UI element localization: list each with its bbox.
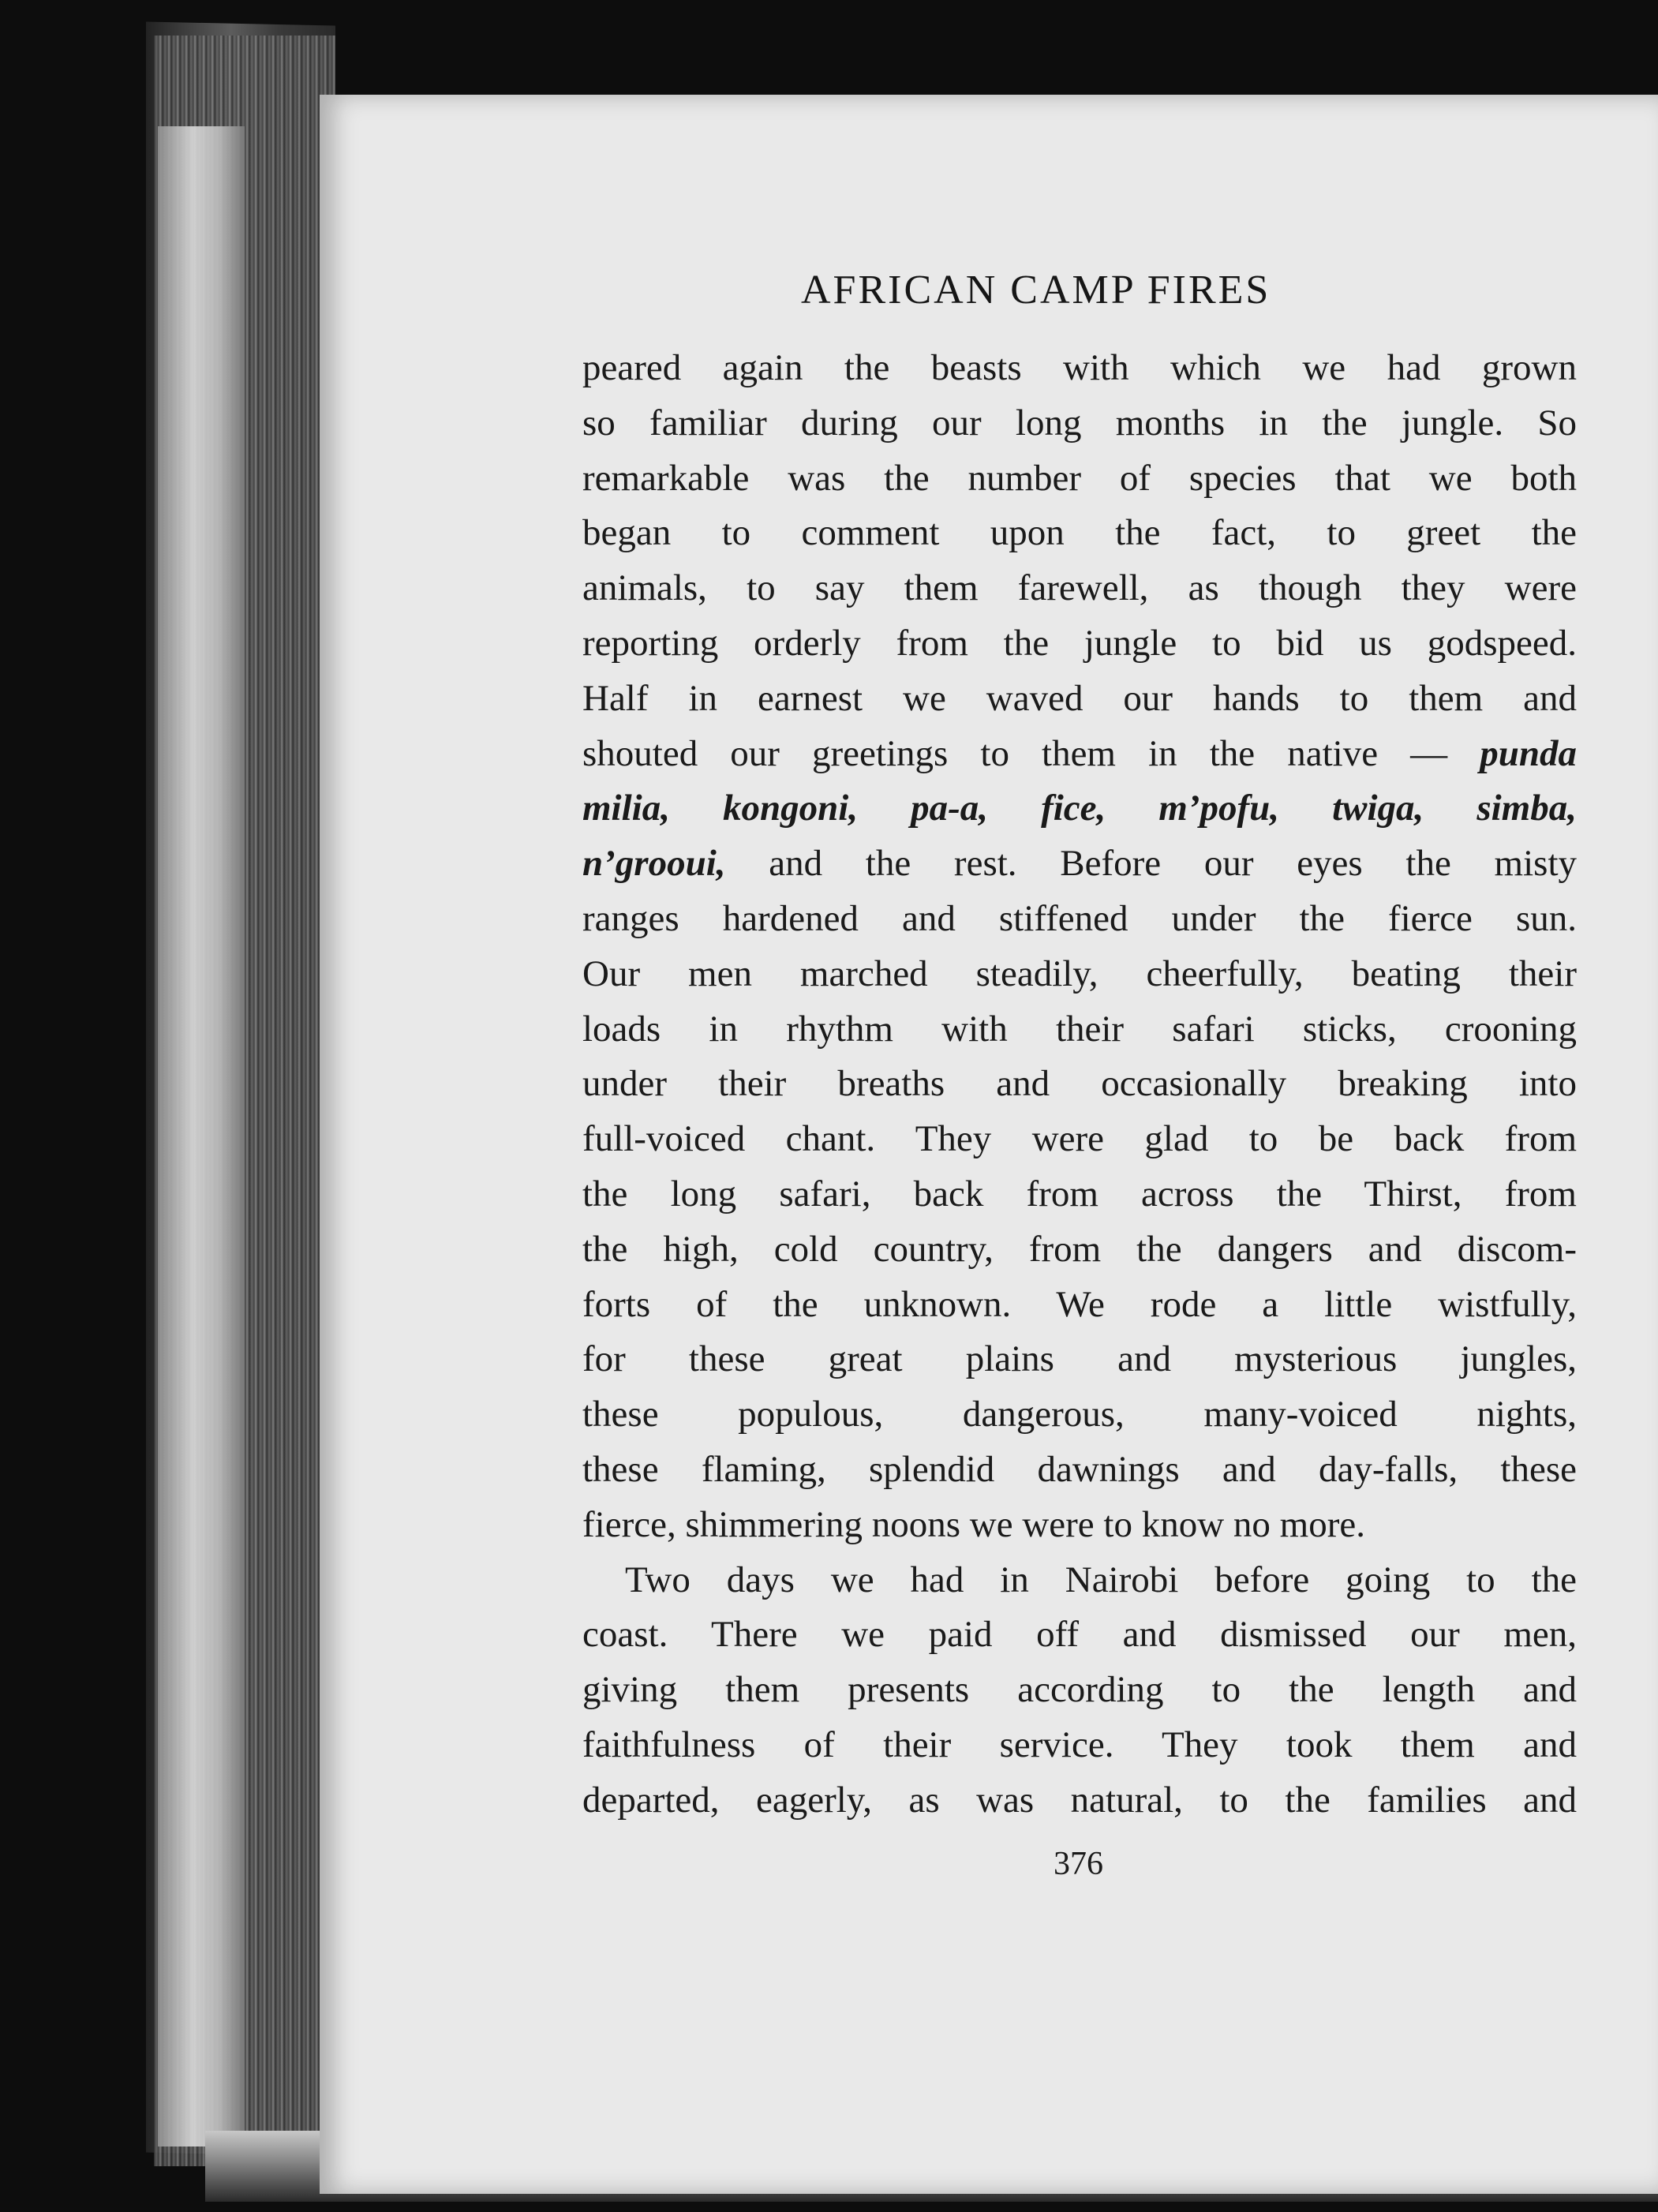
swahili-word: milia, [582, 788, 670, 829]
text-line: these flaming, splendid dawnings and day-falls, these [582, 1448, 1577, 1490]
swahili-word: fice, [1041, 788, 1106, 829]
text-line: departed, eagerly, as was natural, to the families and [582, 1779, 1577, 1821]
text-line: fierce, shimmering noons we were to know no more. [582, 1503, 1365, 1545]
swahili-word: simba, [1476, 788, 1577, 829]
text-line: began to comment upon the fact, to greet the [582, 512, 1577, 554]
swahili-word: pa-a, [911, 788, 989, 829]
text-line: so familiar during our long months in the jungle. So [582, 402, 1577, 444]
text-line: Half in earnest we waved our hands to them and [582, 677, 1577, 719]
text-line: under their breaths and occasionally breaking into [582, 1063, 1577, 1105]
text-line: Two days we had in Nairobi before going to the [625, 1559, 1577, 1600]
text-line: the long safari, back from across the Thirst, from [582, 1173, 1577, 1215]
swahili-word: kongoni, [723, 788, 859, 829]
text-line [582, 837, 1577, 892]
running-head: AFRICAN CAMP FIRES [801, 268, 1271, 313]
text-line: loads in rhythm with their safari sticks, crooning [582, 1008, 1577, 1050]
text-line: for these great plains and mysterious jungles, [582, 1338, 1577, 1380]
swahili-word: m’pofu, [1158, 788, 1280, 829]
text-line [582, 727, 1577, 782]
text-line: reporting orderly from the jungle to bid us godspeed. [582, 622, 1577, 664]
bookmark-strip [158, 126, 245, 2147]
text-line: Our men marched steadily, cheerfully, beating their [582, 953, 1577, 994]
text-line: peared again the beasts with which we had grown [582, 347, 1577, 388]
text-line: these populous, dangerous, many-voiced nights, [582, 1394, 1577, 1435]
body-text [582, 341, 1577, 1828]
text-line: forts of the unknown. We rode a little wistfully, [582, 1283, 1577, 1325]
text-line: the high, cold country, from the dangers and discom- [582, 1228, 1577, 1270]
text-line: giving them presents according to the length and [582, 1669, 1577, 1711]
line-text: and the rest. Before our eyes the misty [725, 843, 1577, 885]
swahili-word: punda [1480, 732, 1577, 774]
text-line: remarkable was the number of species that we both [582, 457, 1577, 499]
swahili-word: twiga, [1332, 788, 1424, 829]
text-line: animals, to say them farewell, as though they were [582, 567, 1577, 609]
text-line [582, 781, 1577, 837]
text-line: faithfulness of their service. They took them and [582, 1724, 1577, 1765]
line-text: shouted our greetings to them in the native — [582, 732, 1480, 774]
text-line: ranges hardened and stiffened under the fierce sun. [582, 897, 1577, 939]
swahili-word: n’grooui, [582, 843, 726, 885]
page-number: 376 [1054, 1846, 1103, 1882]
text-line: coast. There we paid off and dismissed our men, [582, 1614, 1577, 1656]
text-line: full-voiced chant. They were glad to be back from [582, 1118, 1577, 1160]
